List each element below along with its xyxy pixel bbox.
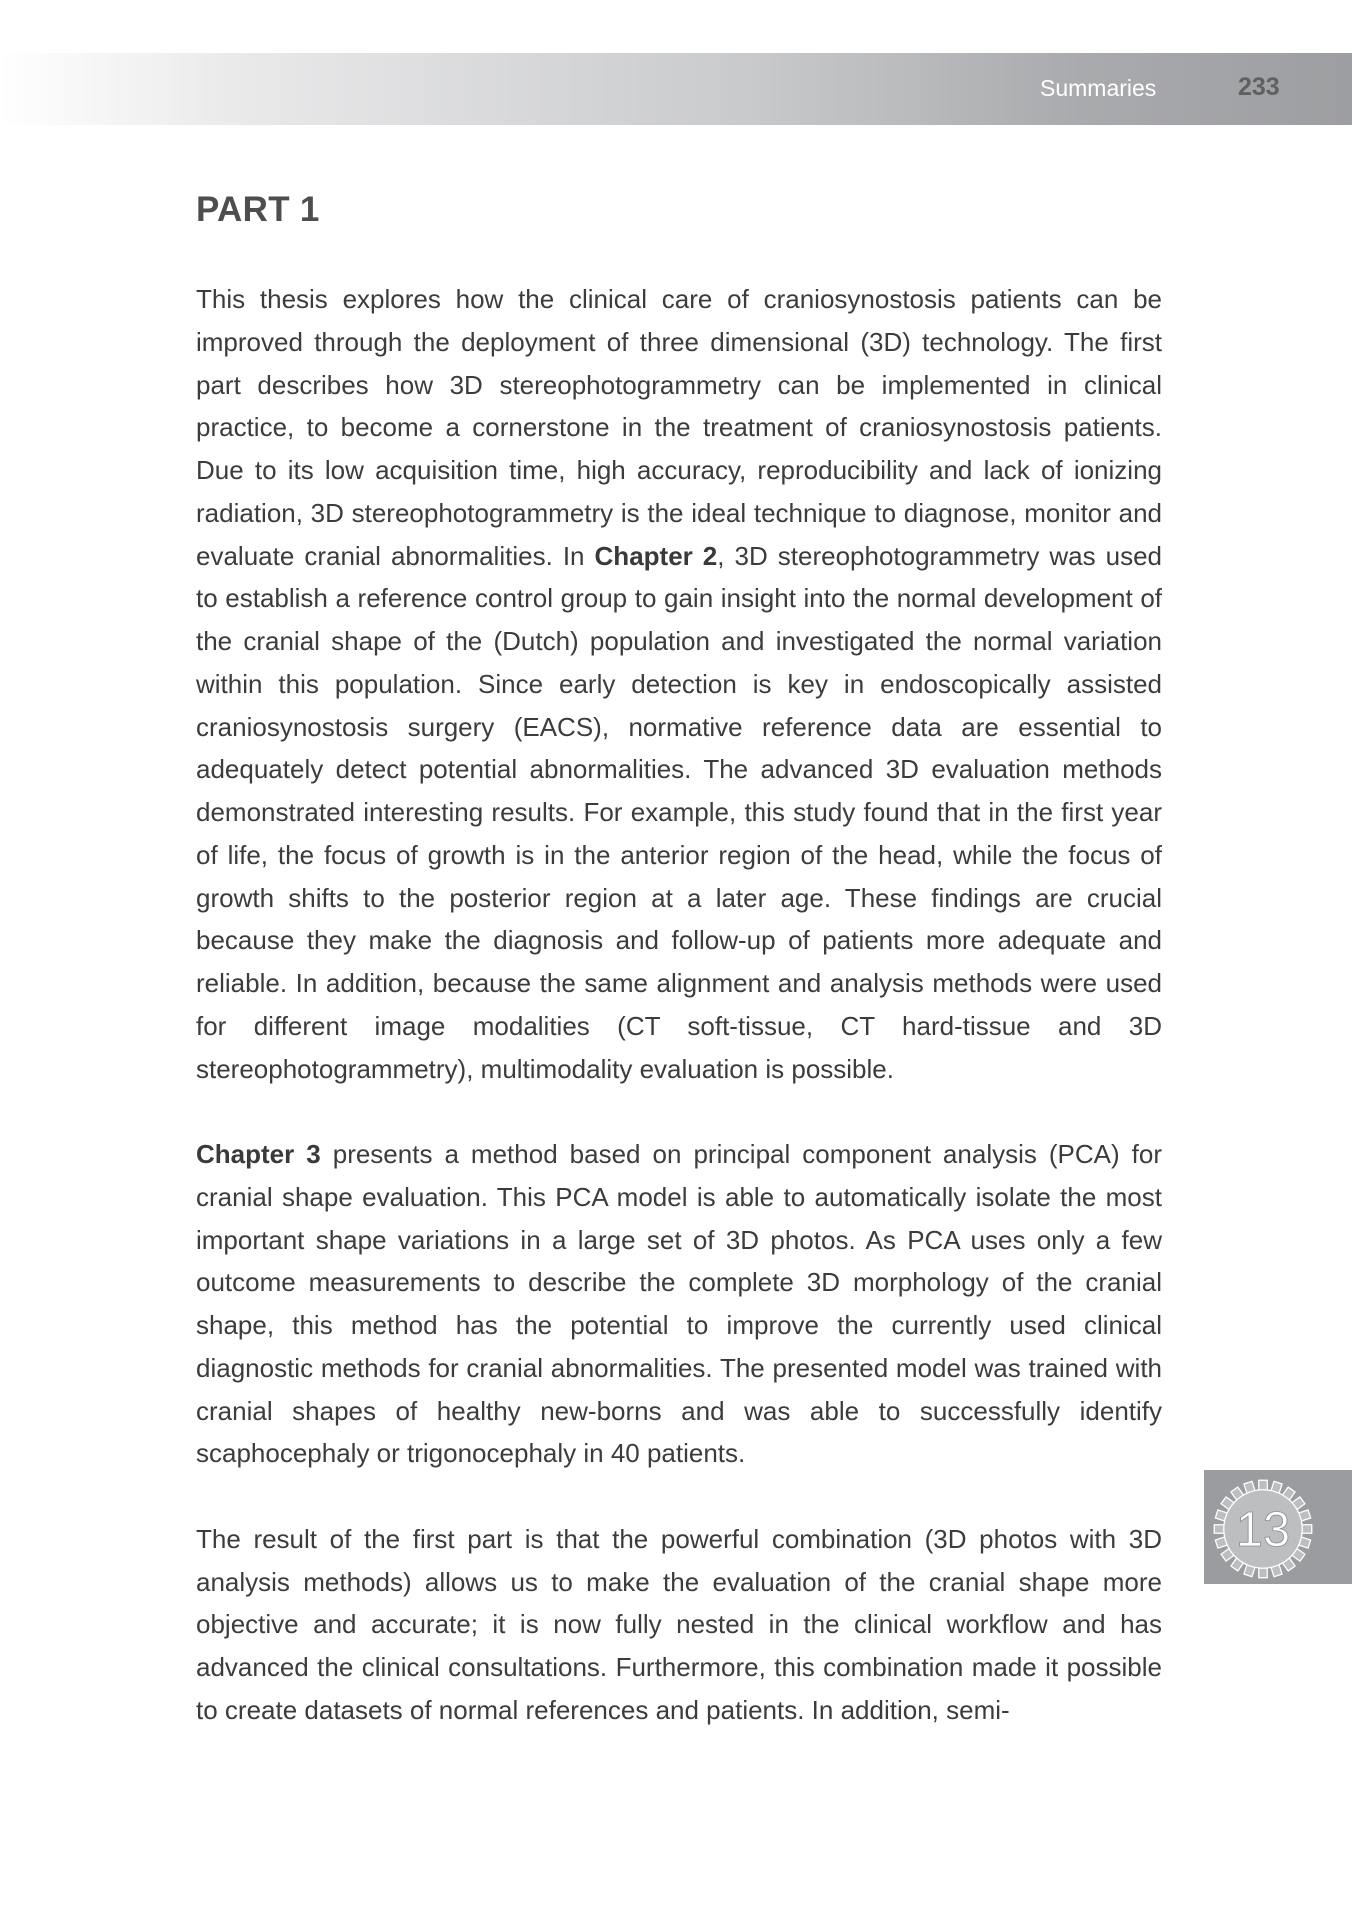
chapter-2-reference: Chapter 2 xyxy=(594,540,718,571)
paragraph-1 xyxy=(196,278,1162,1090)
paragraph-3 xyxy=(196,1518,1162,1732)
chapter-number: 13 xyxy=(1235,1502,1291,1557)
paragraph-1-text-b: , 3D stereophotogrammetry was used to establish a reference control group to gain insight into the normal development of the cranial shape of the (Dutch) population and investigated the normal variation within this population. Since early detection is key in endoscopically assisted craniosynostosis surgery (EACS), normative reference data are essential to adequately detect potential abnormalities. The advanced 3D evaluation methods demonstrated interesting results. For example, this study found that in the first year of life, the focus of growth is in the anterior region of the head, while the focus of growth shifts to the posterior region at a later age. These findings are crucial because they make the diagnosis and follow-up of patients more adequate and reliable. In addition, because the same alignment and analysis methods were used for different image modalities (CT soft-tissue, CT hard-tissue and 3D stereophotogrammetry), multimodality evaluation is possible. xyxy=(196,540,1162,1084)
chapter-3-reference: Chapter 3 xyxy=(196,1139,321,1169)
paragraph-2 xyxy=(196,1133,1162,1475)
paragraph-1-text-a: This thesis explores how the clinical care of craniosynostosis patients can be improved through the deployment of three dimensional (3D) technology. The first part describes how 3D stereophotogrammetry can be implemented in clinical practice, to become a cornerstone in the treatment of craniosynostosis patients. Due to its low acquisition time, high accuracy, reproducibility and lack of ionizing radiation, 3D stereophotogrammetry is the ideal technique to diagnose, monitor and evaluate cranial abnormalities. In xyxy=(196,284,1162,571)
section-title: PART 1 xyxy=(196,190,320,229)
gear-icon xyxy=(1210,1476,1316,1582)
paragraph-2-text: presents a method based on principal component analysis (PCA) for cranial shape evaluation. This PCA model is able to automatically isolate the most important shape variations in a large set of 3D photos. As PCA uses only a few outcome measurements to describe the complete 3D morphology of the cranial shape, this method has the potential to improve the currently used clinical diagnostic methods for cranial abnormalities. The presented model was trained with cranial shapes of healthy new-borns and was able to successfully identify scaphocephaly or trigonocephaly in 40 patients. xyxy=(196,1139,1163,1469)
paragraph-3-text: The result of the first part is that the powerful combination (3D photos with 3D analysis methods) allows us to make the evaluation of the cranial shape more objective and accurate; it is now fully nested in the clinical workflow and has advanced the clinical consultations. Furthermore, this combination made it possible to create datasets of normal references and patients. In addition, semi- xyxy=(196,1523,1162,1725)
page-number: 233 xyxy=(1238,73,1280,101)
running-head-title: Summaries xyxy=(1040,75,1157,101)
body-text xyxy=(196,278,1162,1774)
